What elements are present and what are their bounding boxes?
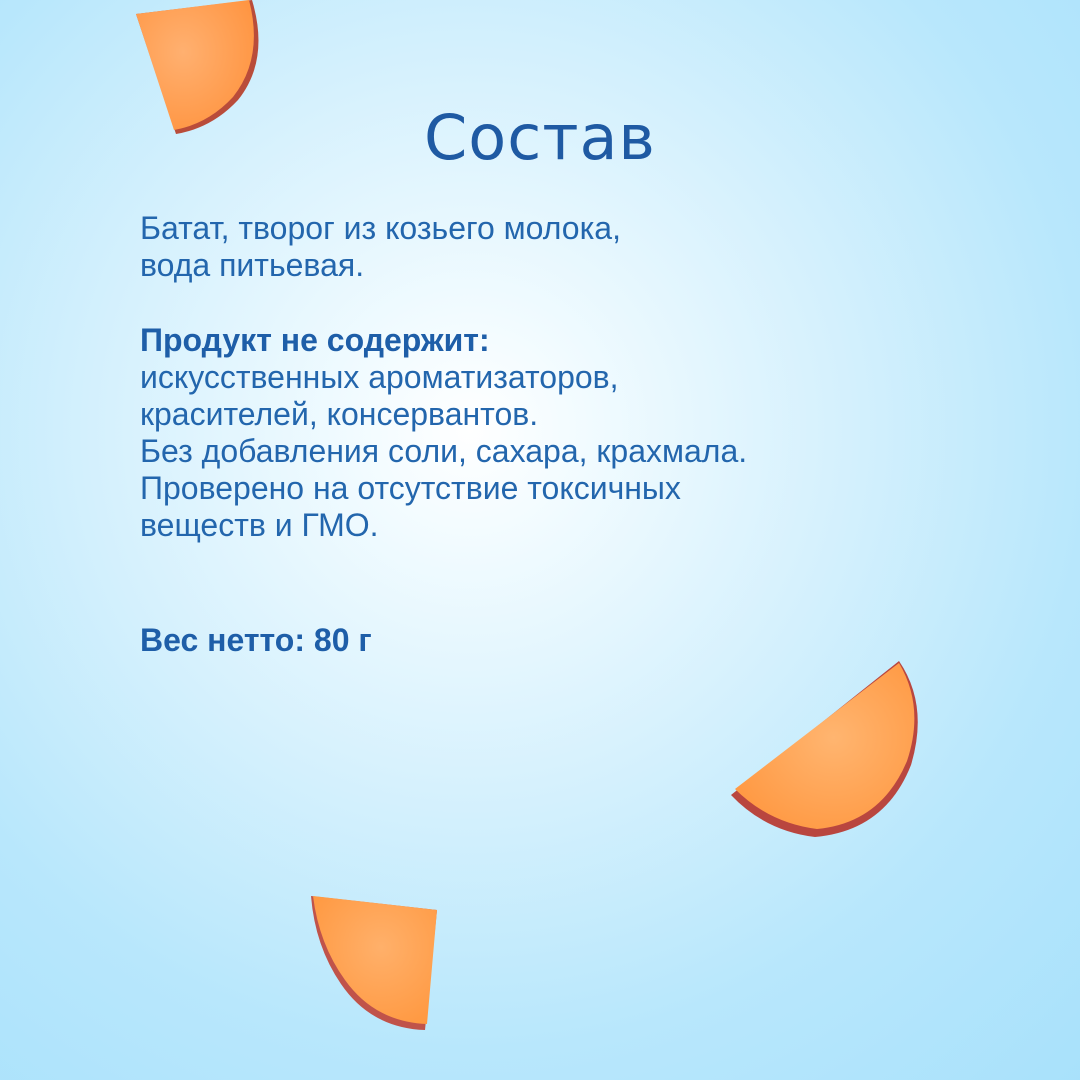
- ingredients-line: Батат, творог из козьего молока,: [140, 210, 621, 246]
- page-title: Состав: [424, 101, 656, 174]
- not-contains-line: искусственных ароматизаторов,: [140, 359, 619, 395]
- net-weight-section: [140, 622, 1000, 659]
- net-weight: Вес нетто: 80 г: [140, 622, 372, 658]
- sweet-potato-slice-right-icon: [725, 655, 925, 845]
- not-contains-section: [140, 322, 1000, 544]
- sweet-potato-slice-bottom-icon: [305, 892, 445, 1034]
- not-contains-line: Без добавления соли, сахара, крахмала.: [140, 433, 748, 469]
- not-contains-line: веществ и ГМО.: [140, 507, 379, 543]
- ingredients-text: [140, 210, 1000, 284]
- not-contains-line: красителей, консервантов.: [140, 396, 539, 432]
- not-contains-heading: Продукт не содержит:: [140, 322, 490, 358]
- not-contains-line: Проверено на отсутствие токсичных: [140, 470, 681, 506]
- ingredients-line: вода питьевая.: [140, 247, 365, 283]
